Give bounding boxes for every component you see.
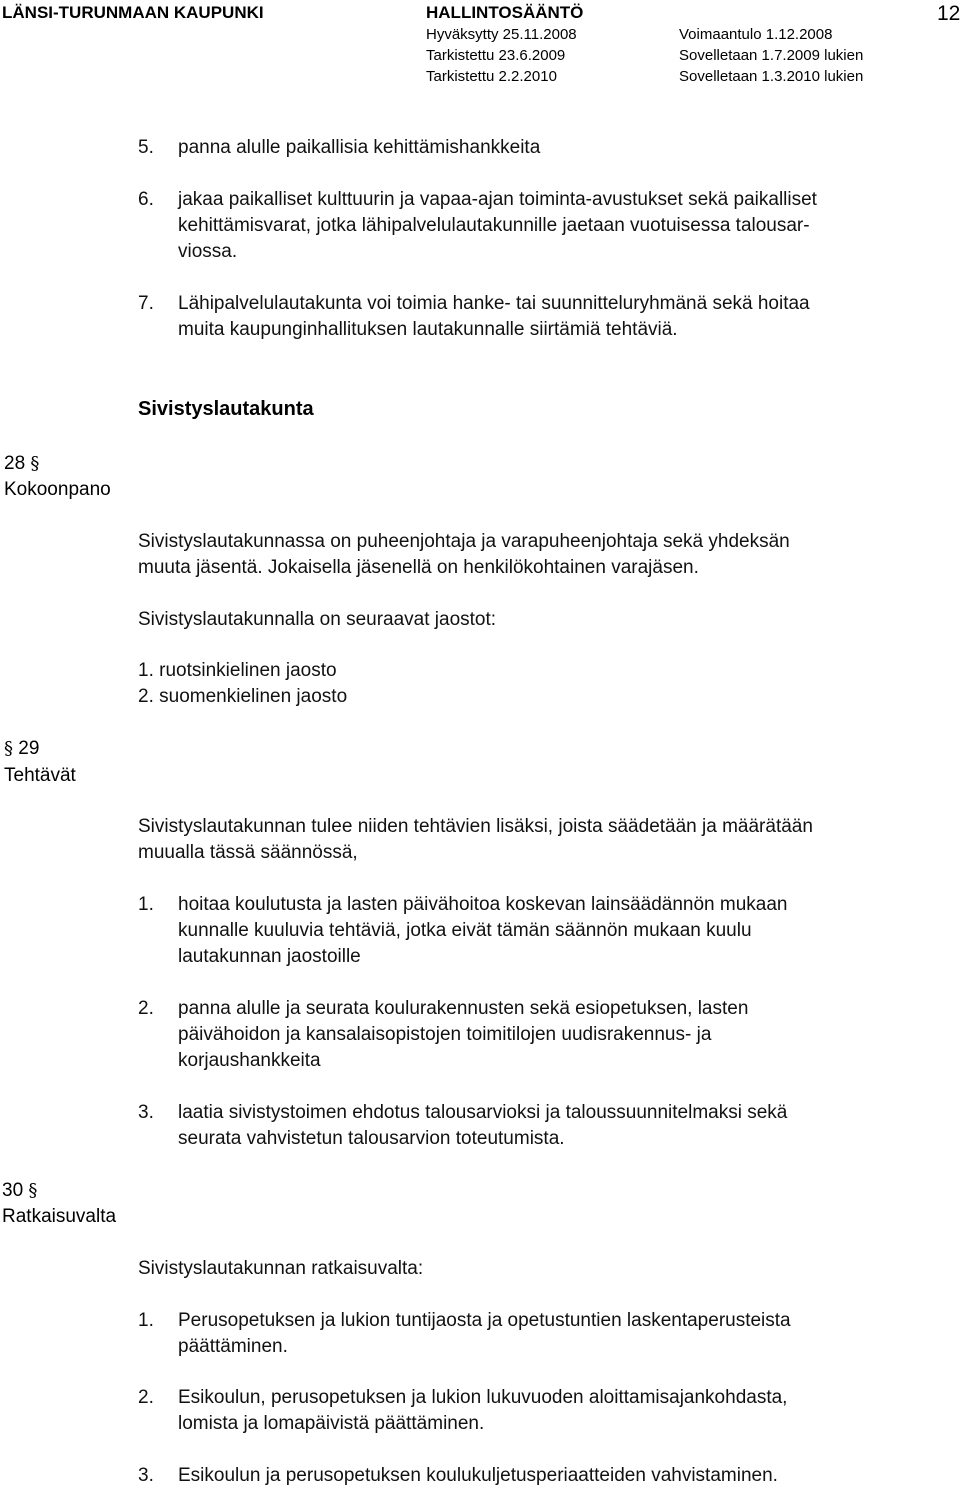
list-item-number: 2. [138,998,154,1019]
section-sign: § [28,1180,38,1201]
list-item-number: 3. [138,1465,154,1486]
section-28-title: Kokoonpano [4,479,111,500]
list-item-number: 2. [138,1387,154,1408]
list-item-text: seurata vahvistetun talousarvion toteutumista. [178,1128,565,1149]
paragraph-line: muuta jäsentä. Jokaisella jäsenellä on henkilökohtainen varajäsen. [138,557,699,578]
list-item-text: panna alulle paikallisia kehittämishankkeita [178,137,541,158]
section-30-number [2,1177,37,1204]
list-item-number: 1. [138,1310,154,1331]
list-item-text: päivähoidon ja kansalaisopistojen toimitilojen uudisrakennus- ja [178,1024,712,1045]
list-item-text: päättäminen. [178,1336,288,1357]
list-item: 2. suomenkielinen jaosto [138,686,348,707]
section-30-title: Ratkaisuvalta [2,1206,117,1227]
section-29-number [4,735,39,762]
section-number: 29 [18,738,40,759]
list-item-text: kunnalle kuuluvia tehtäviä, jotka eivät tämän säännön mukaan kuulu [178,920,752,941]
list-item-text: korjaushankkeita [178,1050,321,1071]
list-item-text: Esikoulun ja perusopetuksen koulukuljetusperiaatteiden vahvistaminen. [178,1465,778,1486]
list-item-text: laatia sivistystoimen ehdotus talousarvioksi ja taloussuunnitelmaksi sekä [178,1102,788,1123]
list-item-number: 7. [138,293,154,314]
list-item-number: 5. [138,137,154,158]
section-number: 28 [4,453,26,474]
section-number: 30 [2,1180,24,1201]
page-number: 12 [937,2,960,25]
paragraph-line: Sivistyslautakunnan tulee niiden tehtävien lisäksi, joista säädetään ja määrätään [138,816,813,837]
effective-line: Voimaantulo 1.12.2008 [679,26,833,43]
approval-line: Tarkistettu 2.2.2010 [426,68,557,85]
list-item-text: lautakunnan jaostoille [178,946,361,967]
list-item-number: 6. [138,189,154,210]
list-item-text: hoitaa koulutusta ja lasten päivähoitoa koskevan lainsäädännön mukaan [178,894,788,915]
approval-line: Tarkistettu 23.6.2009 [426,47,566,64]
list-item-text: viossa. [178,241,238,262]
list-item-text: Lähipalvelulautakunta voi toimia hanke- tai suunnitteluryhmänä sekä hoitaa [178,293,810,314]
section-heading: Sivistyslautakunta [138,398,314,420]
list-item-text: panna alulle ja seurata koulurakennusten sekä esiopetuksen, lasten [178,998,749,1019]
paragraph-line: Sivistyslautakunnassa on puheenjohtaja ja varapuheenjohtaja sekä yhdeksän [138,531,790,552]
section-sign: § [4,738,13,759]
list-item-text: lomista ja lomapäivistä päättäminen. [178,1413,485,1434]
list-item-text: jakaa paikalliset kulttuurin ja vapaa-ajan toiminta-avustukset sekä paikalliset [178,189,817,210]
list-item-text: kehittämisvarat, jotka lähipalvelulautakunnille jaetaan vuotuisessa talousar- [178,215,810,236]
approval-line: Hyväksytty 25.11.2008 [426,26,577,43]
document-title: HALLINTOSÄÄNTÖ [426,3,584,22]
list-item-number: 3. [138,1102,154,1123]
organization-name: LÄNSI-TURUNMAAN KAUPUNKI [2,3,264,22]
section-29-title: Tehtävät [4,765,76,786]
section-sign: § [30,453,40,474]
effective-line: Sovelletaan 1.3.2010 lukien [679,68,864,85]
paragraph-line: muualla tässä säännössä, [138,842,358,863]
section-28-number [4,450,39,477]
effective-line: Sovelletaan 1.7.2009 lukien [679,47,864,64]
list-item-text: Perusopetuksen ja lukion tuntijaosta ja opetustuntien laskentaperusteista [178,1310,791,1331]
paragraph: Sivistyslautakunnalla on seuraavat jaostot: [138,609,497,630]
list-item-text: Esikoulun, perusopetuksen ja lukion lukuvuoden aloittamisajankohdasta, [178,1387,788,1408]
list-item: 1. ruotsinkielinen jaosto [138,660,337,681]
list-item-text: muita kaupunginhallituksen lautakunnalle siirtämiä tehtäviä. [178,319,678,340]
list-item-number: 1. [138,894,154,915]
paragraph: Sivistyslautakunnan ratkaisuvalta: [138,1258,424,1279]
